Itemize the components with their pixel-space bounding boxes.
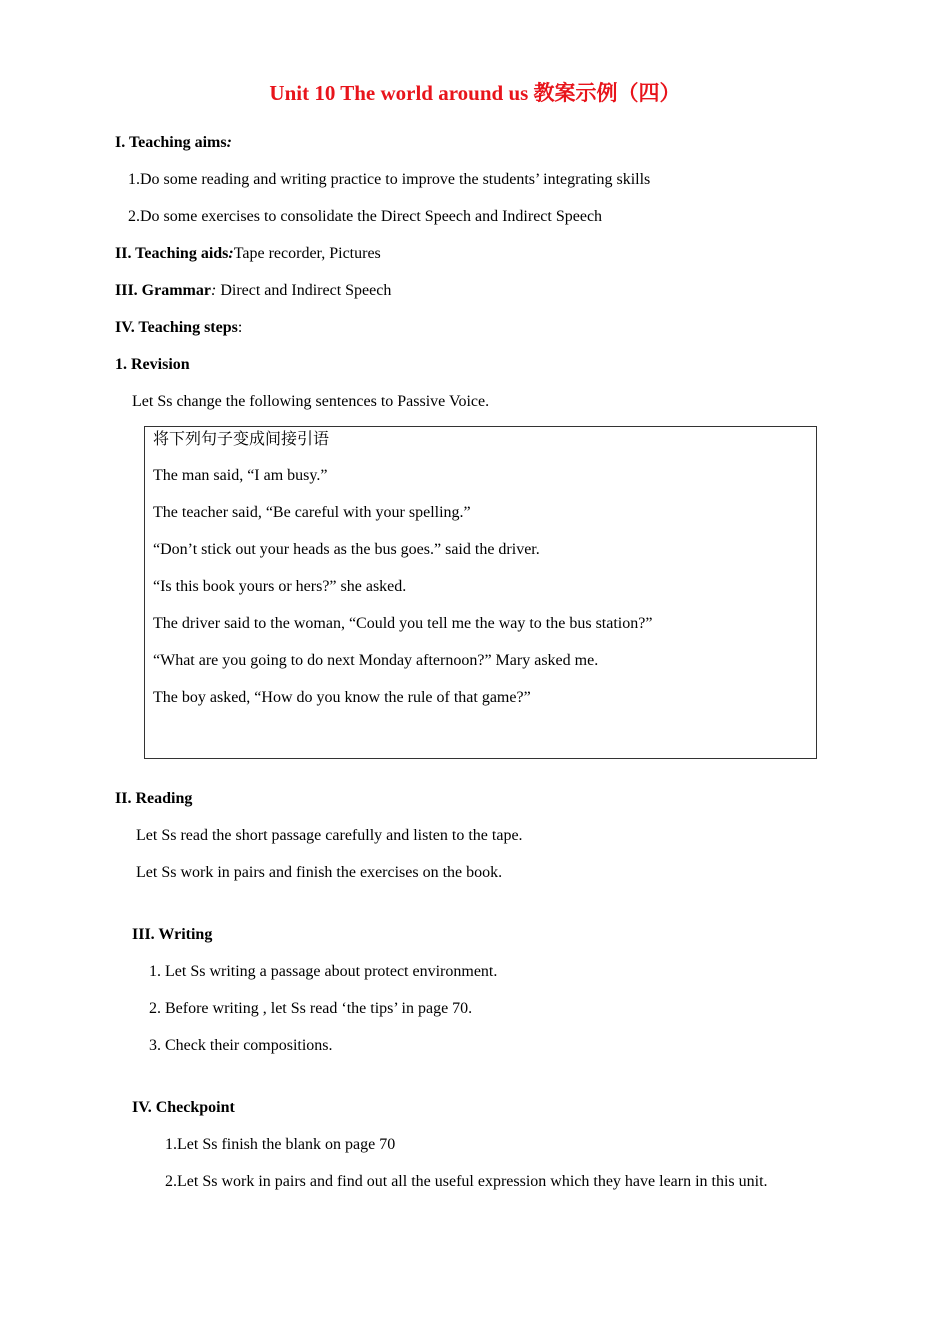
steps-colon: : [237, 319, 243, 336]
writing-item-1: 1. Let Ss writing a passage about protect environment. [149, 963, 498, 980]
aims-item-2: 2.Do some exercises to consolidate the Direct Speech and Indirect Speech [128, 208, 603, 225]
aids-line [115, 244, 381, 264]
sentence-item: “Is this book yours or hers?” she asked. [153, 578, 407, 595]
writing-heading: III. Writing [132, 926, 213, 943]
aids-colon: : [228, 245, 234, 262]
aids-heading: II. Teaching aids [115, 245, 229, 262]
revision-instruction: Let Ss change the following sentences to Passive Voice. [132, 393, 490, 410]
checkpoint-heading: IV. Checkpoint [132, 1099, 235, 1116]
page-title: Unit 10 The world around us 教案示例（四） [269, 81, 681, 105]
writing-item-2: 2. Before writing , let Ss read ‘the tips’ in page 70. [149, 1000, 473, 1017]
writing-item-3: 3. Check their compositions. [149, 1037, 333, 1054]
reading-item-2: Let Ss work in pairs and finish the exercises on the book. [136, 864, 503, 881]
sentence-item: “What are you going to do next Monday afternoon?” Mary asked me. [153, 652, 599, 669]
revision-heading: 1. Revision [115, 356, 190, 373]
box-title: 将下列句子变成间接引语 [153, 431, 330, 448]
sentence-item: “Don’t stick out your heads as the bus goes.” said the driver. [153, 541, 540, 558]
grammar-value: Direct and Indirect Speech [216, 282, 392, 299]
aims-heading [115, 133, 232, 153]
aims-heading-text: I. Teaching aims [115, 134, 227, 151]
checkpoint-item-2: 2.Let Ss work in pairs and find out all the useful expression which they have learn in this unit. [165, 1173, 768, 1190]
grammar-colon: : [210, 282, 217, 299]
steps-heading: IV. Teaching steps [115, 319, 238, 336]
steps-line [115, 318, 242, 338]
sentence-item: The driver said to the woman, “Could you tell me the way to the bus station?” [153, 615, 653, 632]
sentence-item: The teacher said, “Be careful with your spelling.” [153, 504, 471, 521]
aims-colon: : [226, 134, 232, 151]
aids-value: Tape recorder, Pictures [233, 245, 381, 262]
sentence-item: The boy asked, “How do you know the rule of that game?” [153, 689, 531, 706]
aims-item-1: 1.Do some reading and writing practice to improve the students’ integrating skills [128, 171, 651, 188]
sentence-item: The man said, “I am busy.” [153, 467, 328, 484]
reading-item-1: Let Ss read the short passage carefully and listen to the tape. [136, 827, 523, 844]
grammar-line [115, 281, 391, 301]
grammar-heading: III. Grammar [115, 282, 211, 299]
revision-exercise-box [144, 426, 817, 759]
checkpoint-item-1: 1.Let Ss finish the blank on page 70 [165, 1136, 396, 1153]
reading-heading: II. Reading [115, 790, 193, 807]
